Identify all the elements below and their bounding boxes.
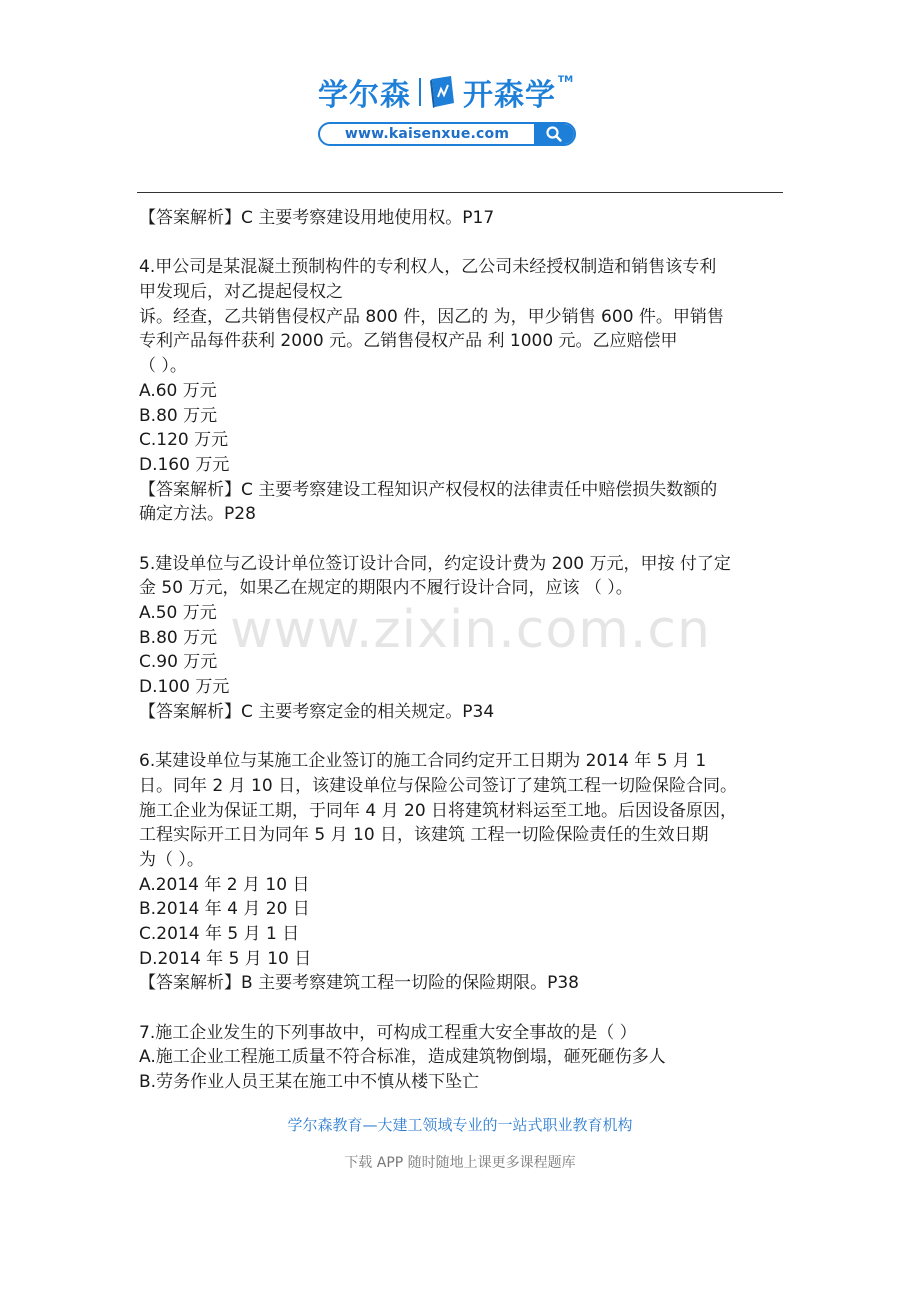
text-line: 施工企业为保证工期，于同年 4 月 20 日将建筑材料运至工地。后因设备原因， bbox=[139, 800, 738, 821]
brand-name-kaisenxue: 开森学 bbox=[463, 78, 556, 113]
blank-line bbox=[139, 724, 799, 749]
blank-line bbox=[139, 231, 799, 256]
text-line: 【答案解析】C 主要考察建设用地使用权。P17 bbox=[139, 208, 495, 228]
text-line: B.80 万元 bbox=[139, 405, 218, 426]
footer-slogan: 学尔森教育—大建工领域专业的一站式职业教育机构 bbox=[287, 1116, 633, 1134]
text-line: 确定方法。P28 bbox=[139, 504, 256, 525]
watermark: www.zixin.com.cn bbox=[230, 600, 711, 660]
blank-line bbox=[139, 527, 799, 552]
footer-download-note: 下载 APP 随时随地上课更多课程题库 bbox=[344, 1155, 576, 1171]
text-line: 7.施工企业发生的下列事故中，可构成工程重大安全事故的是（ ） bbox=[139, 1022, 637, 1043]
brand-name-xueersen: 学尔森 bbox=[318, 78, 411, 113]
text-line: A.施工企业工程施工质量不符合标准，造成建筑物倒塌，砸死砸伤多人 bbox=[139, 1047, 666, 1068]
text-line: D.2014 年 5 月 10 日 bbox=[139, 948, 312, 969]
text-line: 【答案解析】C 主要考察建设工程知识产权侵权的法律责任中赔偿损失数额的 bbox=[139, 479, 718, 500]
text-line: A.50 万元 bbox=[139, 603, 217, 623]
text-line: B.劳务作业人员王某在施工中不慎从楼下坠亡 bbox=[139, 1072, 480, 1093]
book-logo-icon bbox=[429, 75, 457, 109]
text-line: 4.甲公司是某混凝土预制构件的专利权人，乙公司未经授权制造和销售该专利 bbox=[139, 257, 717, 278]
search-icon bbox=[545, 125, 563, 143]
text-line: 日。同年 2 月 10 日，该建设单位与保险公司签订了建筑工程一切险保险合同。 bbox=[139, 775, 738, 796]
text-line: B.80 万元 bbox=[139, 627, 218, 648]
text-line: A.2014 年 2 月 10 日 bbox=[139, 874, 310, 895]
header-divider bbox=[137, 192, 783, 193]
text-line: 为（ ）。 bbox=[139, 849, 204, 870]
text-line: 工程实际开工日为同年 5 月 10 日，该建筑 工程一切险保险责任的生效日期 bbox=[139, 825, 709, 846]
text-line: B.2014 年 4 月 20 日 bbox=[139, 899, 310, 920]
text-line: 专利产品每件获利 2000 元。乙销售侵权产品 利 1000 元。乙应赔偿甲 bbox=[139, 331, 678, 352]
text-line: 【答案解析】B 主要考察建筑工程一切险的保险期限。P38 bbox=[139, 973, 579, 994]
text-line: C.120 万元 bbox=[139, 430, 229, 451]
text-line: C.2014 年 5 月 1 日 bbox=[139, 923, 300, 944]
text-line: C.90 万元 bbox=[139, 652, 218, 673]
website-url: www.kaisenxue.com bbox=[344, 126, 510, 142]
text-line: D.160 万元 bbox=[139, 454, 230, 475]
text-line: 5.建设单位与乙设计单位签订设计合同，约定设计费为 200 万元，甲按 付了定 bbox=[139, 553, 731, 574]
brand-separator bbox=[419, 78, 421, 106]
text-line: 金 50 万元，如果乙在规定的期限内不履行设计合同，应该 （ ）。 bbox=[139, 578, 633, 599]
text-line: 6.某建设单位与某施工企业签订的施工合同约定开工日期为 2014 年 5 月 1 bbox=[139, 751, 707, 772]
blank-line bbox=[139, 996, 799, 1021]
brand-row bbox=[318, 72, 573, 112]
trademark-mark: TM bbox=[558, 75, 574, 85]
header-logo bbox=[318, 70, 598, 150]
text-line: A.60 万元 bbox=[139, 380, 217, 401]
text-line: 甲发现后，对乙提起侵权之 bbox=[139, 282, 343, 303]
text-line: D.100 万元 bbox=[139, 677, 230, 698]
website-url-bar[interactable] bbox=[318, 122, 576, 146]
text-line: （ ）。 bbox=[139, 356, 187, 377]
search-button[interactable] bbox=[534, 124, 574, 144]
text-line: 诉。经查，乙共销售侵权产品 800 件，因乙的 为，甲少销售 600 件。甲销售 bbox=[139, 306, 724, 327]
text-line: 【答案解析】C 主要考察定金的相关规定。P34 bbox=[139, 701, 495, 722]
